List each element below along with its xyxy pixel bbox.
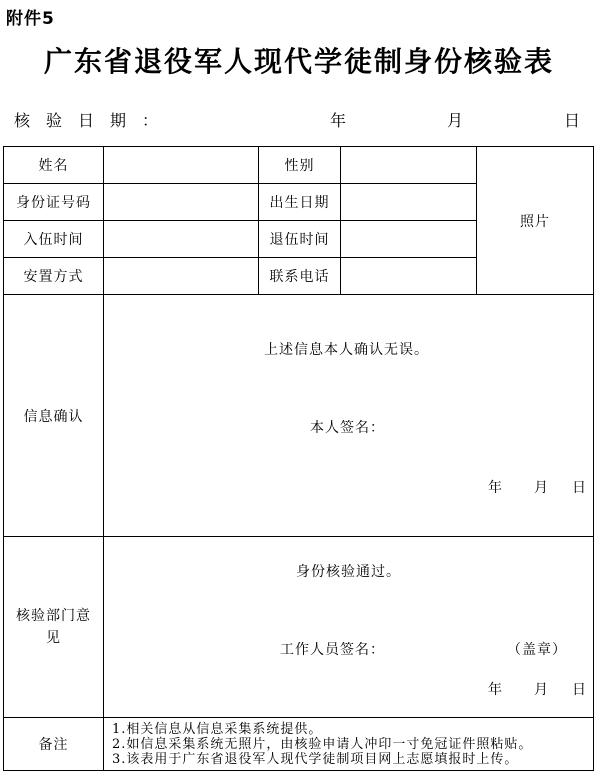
dept-opinion-signature-label: 工作人员签名：: [280, 642, 385, 658]
verify-date-day: 日: [564, 111, 581, 130]
verification-form-table: [3, 146, 594, 771]
placement-value-cell[interactable]: [104, 258, 259, 295]
photo-label: 照片: [520, 213, 550, 230]
verify-date-line: [0, 108, 598, 130]
form-row-name: [4, 147, 594, 184]
dept-opinion-label: 核验部门意见: [4, 537, 104, 718]
remarks-label: 备注: [4, 718, 104, 771]
info-confirm-month: 月: [534, 480, 549, 496]
form-title: 广东省退役军人现代学徒制身份核验表: [43, 45, 554, 78]
id-number-value-cell[interactable]: [104, 184, 259, 221]
placement-label: 安置方式: [4, 258, 104, 295]
discharge-date-value-cell[interactable]: [341, 221, 477, 258]
id-number-label: 身份证号码: [4, 184, 104, 221]
dept-opinion-month: 月: [534, 682, 549, 698]
remarks-item: 1.相关信息从信息采集系统提供。: [112, 721, 323, 737]
info-confirm-signature-label: 本人签名：: [310, 420, 385, 436]
info-confirm-label: 信息确认: [4, 295, 104, 537]
info-confirm-area[interactable]: [104, 295, 594, 537]
remarks-list: [104, 718, 594, 771]
verify-date-year: 年: [330, 111, 347, 130]
birth-date-value-cell[interactable]: [341, 184, 477, 221]
phone-label: 联系电话: [259, 258, 341, 295]
name-label: 姓名: [4, 147, 104, 184]
form-row-info-confirm: [4, 295, 594, 537]
discharge-date-label: 退伍时间: [259, 221, 341, 258]
info-confirm-day: 日: [572, 480, 587, 496]
dept-opinion-statement: 身份核验通过。: [296, 564, 401, 580]
phone-value-cell[interactable]: [341, 258, 477, 295]
dept-opinion-day: 日: [572, 682, 587, 698]
dept-opinion-year: 年: [488, 682, 503, 698]
form-row-remarks: [4, 718, 594, 771]
birth-date-label: 出生日期: [259, 184, 341, 221]
verify-date-month: 月: [447, 111, 464, 130]
photo-cell[interactable]: [477, 147, 594, 295]
form-row-dept-opinion: [4, 537, 594, 718]
name-value-cell[interactable]: [104, 147, 259, 184]
enlist-date-label: 入伍时间: [4, 221, 104, 258]
attachment-label: 附件5: [6, 9, 55, 29]
remarks-item: 2.如信息采集系统无照片，由核验申请人冲印一寸免冠证件照粘贴。: [112, 736, 533, 752]
dept-opinion-seal: （盖章）: [507, 642, 567, 658]
info-confirm-statement: 上述信息本人确认无误。: [264, 342, 429, 358]
remarks-item: 3.该表用于广东省退役军人现代学徒制项目网上志愿填报时上传。: [112, 751, 519, 767]
enlist-date-value-cell[interactable]: [104, 221, 259, 258]
gender-value-cell[interactable]: [341, 147, 477, 184]
dept-opinion-area[interactable]: [104, 537, 594, 718]
gender-label: 性别: [259, 147, 341, 184]
info-confirm-year: 年: [488, 480, 503, 496]
verify-date-label: 核验日期：: [14, 111, 175, 130]
